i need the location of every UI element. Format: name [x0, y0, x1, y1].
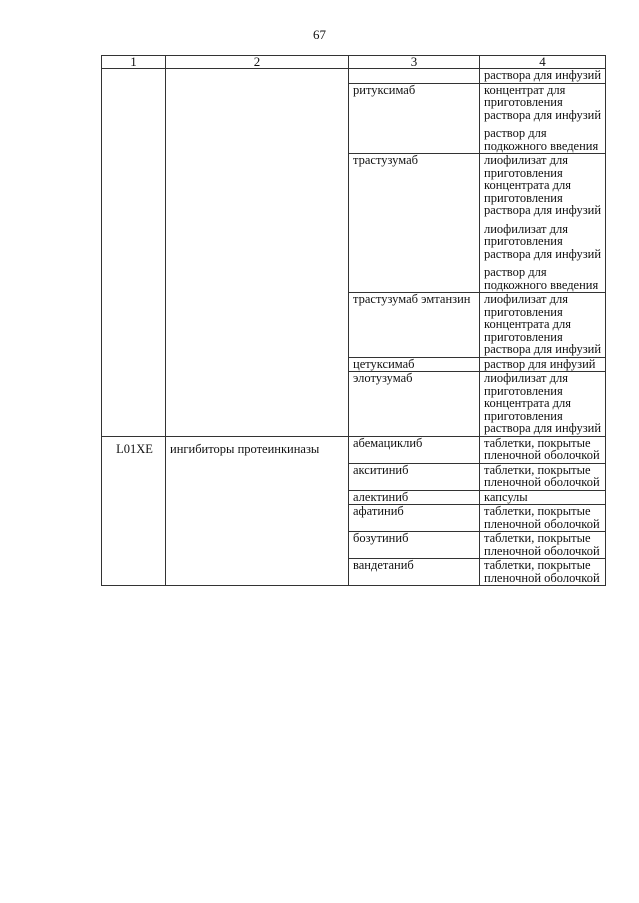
group-name-cell: ингибиторы протеинкиназы — [166, 436, 349, 586]
column-header-2: 2 — [166, 56, 349, 69]
drug-name-cell: абемациклиб — [349, 436, 480, 463]
dosage-form: таблетки, покрытые пленочной оболочкой — [484, 531, 600, 558]
dosage-form-cell — [480, 372, 606, 437]
dosage-form-cell — [480, 357, 606, 372]
dosage-form: раствор для подкожного введения — [484, 265, 599, 292]
table-row — [102, 436, 606, 463]
drug-name-cell: афатиниб — [349, 505, 480, 532]
group-name-cell — [166, 69, 349, 437]
table-header-row — [102, 56, 606, 69]
column-header-4: 4 — [480, 56, 606, 69]
dosage-form-cell — [480, 69, 606, 84]
drug-table — [101, 55, 606, 586]
dosage-form: раствор для подкожного введения — [484, 126, 599, 153]
dosage-form: концентрат для приготовления раствора для инфузий — [484, 82, 602, 122]
dosage-form: лиофилизат для приготовления раствора для инфузий — [484, 221, 602, 261]
drug-name-cell: вандетаниб — [349, 559, 480, 586]
dosage-form: таблетки, покрытые пленочной оболочкой — [484, 558, 600, 585]
table-row — [102, 69, 606, 84]
drug-name-cell: трастузумаб — [349, 154, 480, 293]
page-number: 67 — [313, 27, 326, 42]
dosage-form-cell — [480, 490, 606, 505]
dosage-form-cell — [480, 83, 606, 154]
drug-name-cell: акситиниб — [349, 463, 480, 490]
dosage-form: таблетки, покрытые пленочной оболочкой — [484, 504, 600, 531]
drug-name-cell: цетуксимаб — [349, 357, 480, 372]
column-header-3: 3 — [349, 56, 480, 69]
dosage-form: лиофилизат для приготовления концентрата для приготовления раствора для инфузий — [484, 371, 602, 435]
dosage-form: капсулы — [484, 489, 528, 504]
column-header-1: 1 — [102, 56, 166, 69]
drug-name-cell: трастузумаб эмтанзин — [349, 293, 480, 358]
dosage-form-cell — [480, 505, 606, 532]
dosage-form-cell — [480, 559, 606, 586]
atc-code-cell — [102, 69, 166, 437]
dosage-form-cell — [480, 154, 606, 293]
dosage-form-cell — [480, 436, 606, 463]
drug-name-cell: бозутиниб — [349, 532, 480, 559]
dosage-form-cell — [480, 293, 606, 358]
dosage-form: таблетки, покрытые пленочной оболочкой — [484, 462, 600, 489]
dosage-form: лиофилизат для приготовления концентрата для приготовления раствора для инфузий — [484, 153, 602, 217]
drug-name-cell: элотузумаб — [349, 372, 480, 437]
dosage-form-cell — [480, 532, 606, 559]
dosage-form: раствор для инфузий — [484, 356, 596, 371]
drug-name-cell — [349, 69, 480, 84]
drug-name-cell: алектиниб — [349, 490, 480, 505]
dosage-form: раствора для инфузий — [484, 68, 602, 82]
atc-code-cell: L01XE — [102, 436, 166, 586]
dosage-form: лиофилизат для приготовления концентрата для приготовления раствора для инфузий — [484, 292, 602, 356]
dosage-form-cell — [480, 463, 606, 490]
drug-name-cell: ритуксимаб — [349, 83, 480, 154]
dosage-form: таблетки, покрытые пленочной оболочкой — [484, 435, 600, 462]
